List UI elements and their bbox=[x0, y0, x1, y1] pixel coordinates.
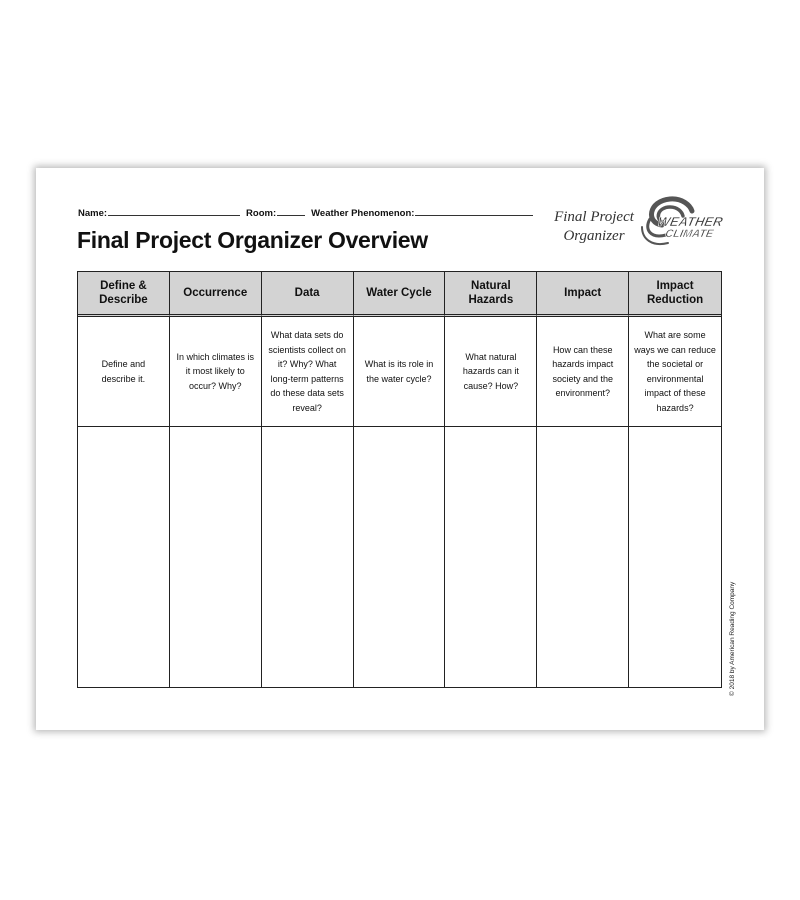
answer-cell[interactable] bbox=[354, 427, 446, 687]
copyright-notice: © 2018 by American Reading Company bbox=[729, 581, 736, 696]
column-header: Data bbox=[262, 272, 354, 317]
page-subtitle: Final Project Organizer bbox=[554, 209, 634, 244]
answer-cell[interactable] bbox=[78, 427, 170, 687]
organizer-table bbox=[77, 271, 722, 688]
column-header: Natural Hazards bbox=[445, 272, 537, 317]
prompt-cell: How can these hazards impact society and the environment? bbox=[537, 317, 629, 427]
column-header: Impact bbox=[537, 272, 629, 317]
answer-cell[interactable] bbox=[537, 427, 629, 687]
answer-cell[interactable] bbox=[170, 427, 262, 687]
room-field[interactable] bbox=[277, 206, 305, 216]
worksheet-page bbox=[36, 168, 764, 730]
answer-cell[interactable] bbox=[445, 427, 537, 687]
page-title: Final Project Organizer Overview bbox=[77, 227, 428, 253]
logo-line-2: CLIMATE bbox=[664, 228, 715, 240]
logo-line-1: WEATHER bbox=[656, 214, 725, 229]
student-info-fields bbox=[78, 206, 539, 219]
weather-climate-logo bbox=[638, 193, 728, 253]
prompt-cell: What are some ways we can reduce the societal or environmental impact of these hazards? bbox=[629, 317, 721, 427]
phenomenon-field[interactable] bbox=[415, 206, 533, 216]
prompt-cell: What natural hazards can it cause? How? bbox=[445, 317, 537, 427]
prompt-cell: In which climates is it most likely to occur? Why? bbox=[170, 317, 262, 427]
name-label: Name: bbox=[78, 208, 108, 219]
phenomenon-label: Weather Phenomenon: bbox=[311, 208, 415, 219]
column-header: Impact Reduction bbox=[629, 272, 721, 317]
prompt-cell: What data sets do scientists collect on it? Why? What long-term patterns do these data sets reveal? bbox=[262, 317, 354, 427]
name-field[interactable] bbox=[108, 206, 240, 216]
prompt-cell: What is its role in the water cycle? bbox=[354, 317, 446, 427]
column-header: Water Cycle bbox=[354, 272, 446, 317]
column-header: Occurrence bbox=[170, 272, 262, 317]
room-label: Room: bbox=[246, 208, 277, 219]
answer-cell[interactable] bbox=[262, 427, 354, 687]
prompt-cell: Define and describe it. bbox=[78, 317, 170, 427]
answer-cell[interactable] bbox=[629, 427, 721, 687]
column-header: Define & Describe bbox=[78, 272, 170, 317]
